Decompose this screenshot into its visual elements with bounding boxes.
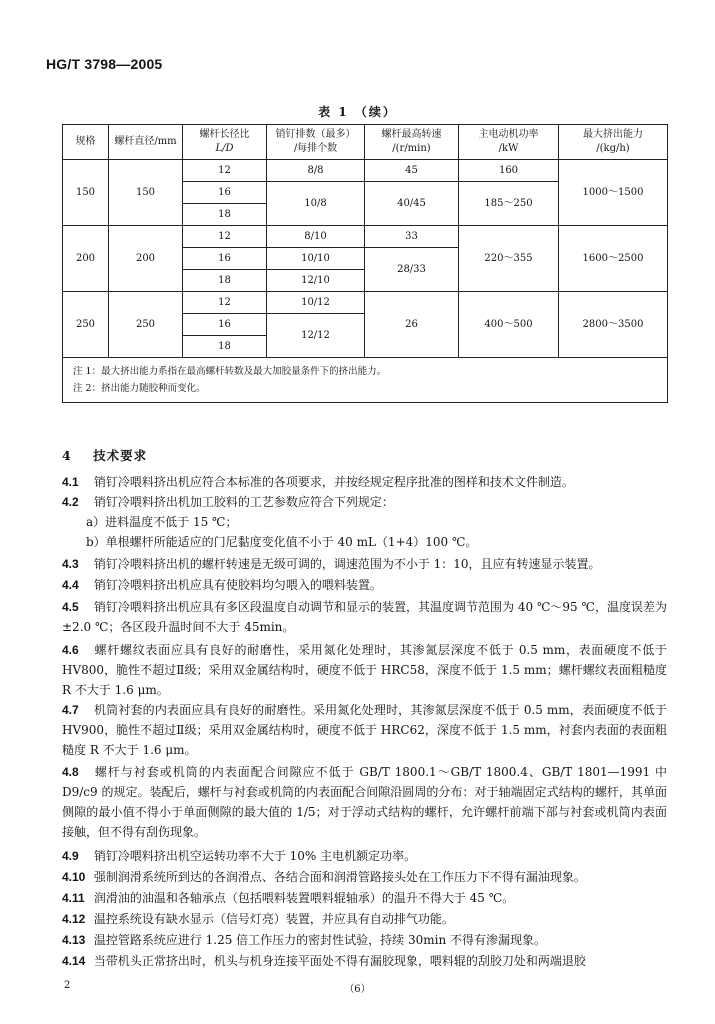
cell-pins: 10/10 (267, 248, 365, 270)
header-max-capacity: 最大挤出能力 /(kg/h) (559, 125, 668, 160)
cell-spec: 150 (63, 160, 109, 226)
clause-4-2-b: b）单根螺杆所能适应的门尼黏度变化值不小于 40 mL（1+4）100 ℃。 (86, 535, 478, 549)
cell-capacity: 2800～3500 (559, 292, 668, 358)
table-header-row (63, 125, 668, 160)
header-pin-rows: 销钉排数（最多） /每排个数 (267, 125, 365, 160)
table-row (63, 226, 668, 248)
table-note-1: 注 1：最大挤出能力系指在最高螺杆转数及最大加胶量条件下的挤出能力。 (73, 366, 387, 377)
cell-capacity: 1000～1500 (559, 160, 668, 226)
clause-4-6: 4.6 螺杆螺纹表面应具有良好的耐磨性，采用氮化处理时，其渗氮层深度不低于 0.5 mm，表面硬度不低于 HV800，脆性不超过Ⅱ级；采用双金属结构时，硬度不低于 HRC58，深度不低于 1.5 mm；螺杆螺纹表面粗糙度 R 不大于 1.6 μm。 (62, 643, 667, 697)
clause-4-5: 4.5 销钉冷喂料挤出机应具有多区段温度自动调节和显示的装置，其温度调节范围为 40 ℃～95 ℃，温度误差为 ±2.0 ℃；各区段升温时间不大于 45min。 (62, 600, 667, 634)
cell-pins: 12/12 (267, 314, 365, 358)
cell-speed: 33 (365, 226, 459, 248)
cell-ld: 16 (183, 182, 267, 204)
page-number: 2 (64, 980, 71, 991)
specification-table (62, 124, 668, 403)
clause-4-10: 4.10 强制润滑系统所到达的各润滑点、各结合面和润滑管路接头处在工作压力下不得有漏油现象。 (62, 870, 586, 884)
sequence-number: （6） (344, 984, 371, 995)
standard-code: HG/T 3798—2005 (46, 56, 163, 72)
header-ld-ratio: 螺杆长径比 L/D (183, 125, 267, 160)
clause-4-11: 4.11 润滑油的油温和各轴承点（包括喂料装置喂料辊轴承）的温升不得大于 45 ℃。 (62, 891, 515, 905)
cell-ld: 16 (183, 314, 267, 336)
cell-ld: 12 (183, 160, 267, 182)
clause-4-13: 4.13 温控管路系统应进行 1.25 倍工作压力的密封性试验，持续 30min 不得有渗漏现象。 (62, 933, 547, 947)
clause-4-1: 4.1 销钉冷喂料挤出机应符合本标准的各项要求，并按经规定程序批准的图样和技术文件制造。 (62, 475, 574, 489)
clause-4-8: 4.8 螺杆与衬套或机筒的内表面配合间隙应不低于 GB/T 1800.1～GB/T 1800.4、GB/T 1801—1991 中 D9/c9 的规定。装配后，螺杆与衬套或机筒的内表面配合间隙沿圆周的分布：对于轴端固定式结构的螺杆，其单面侧隙的最小值不得小于单面侧隙的最大值的 1/5；对于浮动式结构的螺杆，允许螺杆前端下部与衬套或机筒内表面接触，但不得有刮伤现象。 (62, 765, 667, 839)
cell-ld: 16 (183, 248, 267, 270)
cell-pins: 12/10 (267, 270, 365, 292)
cell-diameter: 150 (109, 160, 183, 226)
table-title: 表 1 （续） (318, 105, 397, 119)
cell-capacity: 1600～2500 (559, 226, 668, 292)
header-motor-power: 主电动机功率 /kW (459, 125, 559, 160)
cell-pins: 10/12 (267, 292, 365, 314)
clause-4-2-a: a）进料温度不低于 15 ℃； (86, 515, 238, 529)
cell-ld: 18 (183, 204, 267, 226)
cell-ld: 12 (183, 226, 267, 248)
cell-power: 220～355 (459, 226, 559, 292)
clause-4-7: 4.7 机筒衬套的内表面应具有良好的耐磨性。采用氮化处理时，其渗氮层深度不低于 0.5 mm，表面硬度不低于 HV900，脆性不超过Ⅱ级；采用双金属结构时，硬度不低于 HRC62，深度不低于 1.5 mm，衬套内表面的表面粗糙度 R 不大于 1.6 μm。 (62, 703, 667, 757)
table-row (63, 292, 668, 314)
section-number: 4 (62, 448, 72, 463)
cell-pins: 8/10 (267, 226, 365, 248)
table-note-2: 注 2：挤出能力随胶种而变化。 (73, 383, 206, 394)
cell-ld: 12 (183, 292, 267, 314)
cell-diameter: 200 (109, 226, 183, 292)
cell-pins: 10/8 (267, 182, 365, 226)
cell-speed: 28/33 (365, 248, 459, 292)
cell-pins: 8/8 (267, 160, 365, 182)
cell-power: 185～250 (459, 182, 559, 226)
header-max-speed: 螺杆最高转速 /(r/min) (365, 125, 459, 160)
cell-spec: 250 (63, 292, 109, 358)
cell-spec: 200 (63, 226, 109, 292)
table-row (63, 160, 668, 182)
clause-4-4: 4.4 销钉冷喂料挤出机应具有使胶料均匀喂入的喂料装置。 (62, 578, 382, 592)
header-diameter: 螺杆直径/mm (109, 125, 183, 160)
cell-speed: 26 (365, 292, 459, 358)
cell-speed: 45 (365, 160, 459, 182)
cell-speed: 40/45 (365, 182, 459, 226)
cell-power: 160 (459, 160, 559, 182)
clause-4-14: 4.14 当带机头正常挤出时，机头与机身连接平面处不得有漏胶现象，喂料辊的刮胶刀处和两端退胶 (62, 954, 586, 968)
header-spec: 规格 (63, 125, 109, 160)
section-title: 技术要求 (93, 448, 148, 463)
clause-4-12: 4.12 温控系统设有缺水显示（信号灯亮）装置，并应具有自动排气功能。 (62, 912, 454, 926)
table-notes-row (63, 358, 668, 403)
cell-power: 400～500 (459, 292, 559, 358)
section-heading (62, 446, 147, 464)
clause-4-3: 4.3 销钉冷喂料挤出机的螺杆转速是无级可调的，调速范围为不小于 1：10，且应有转速显示装置。 (62, 557, 601, 571)
table-notes (63, 358, 668, 403)
cell-ld: 18 (183, 336, 267, 358)
clause-4-9: 4.9 销钉冷喂料挤出机空运转功率不大于 10% 主电机额定功率。 (62, 849, 417, 863)
cell-ld: 18 (183, 270, 267, 292)
clause-4-2: 4.2 销钉冷喂料挤出机加工胶料的工艺参数应符合下列规定： (62, 495, 394, 509)
cell-diameter: 250 (109, 292, 183, 358)
